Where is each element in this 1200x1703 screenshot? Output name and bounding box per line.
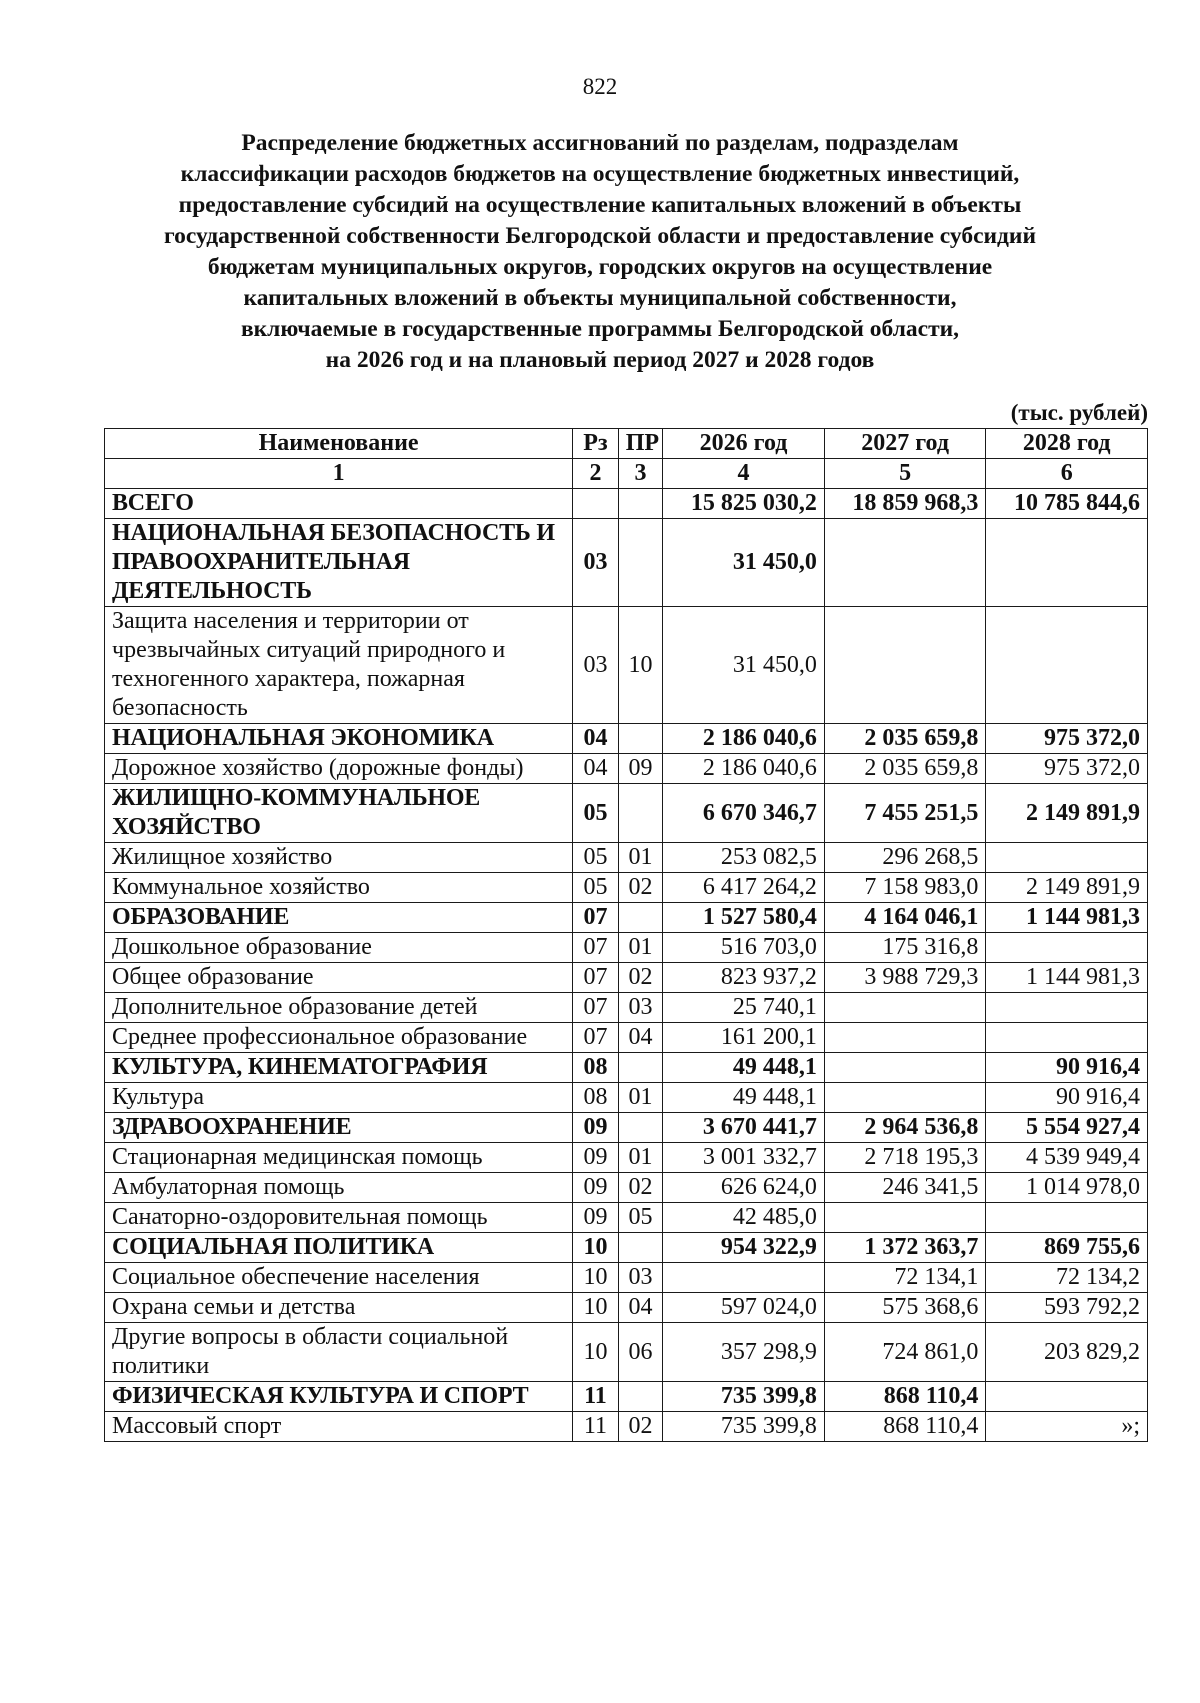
table-header-row (105, 429, 1148, 459)
row-name-cell: Дорожное хозяйство (дорожные фонды) (105, 754, 573, 784)
subsection-row (105, 993, 1148, 1023)
row-pr-cell (618, 1233, 663, 1263)
row-2028-cell: 5 554 927,4 (986, 1113, 1148, 1143)
row-2028-cell (986, 933, 1148, 963)
row-name-cell: СОЦИАЛЬНАЯ ПОЛИТИКА (105, 1233, 573, 1263)
row-rz-cell: 08 (573, 1083, 619, 1113)
row-pr-cell: 01 (618, 843, 663, 873)
units-label: (тыс. рублей) (1010, 400, 1148, 425)
row-pr-cell: 01 (618, 1083, 663, 1113)
row-pr-cell: 02 (618, 1173, 663, 1203)
title-line: классификации расходов бюджетов на осуществление бюджетных инвестиций, (180, 161, 1020, 187)
subsection-row (105, 843, 1148, 873)
title-line: включаемые в государственные программы Белгородской области, (240, 316, 960, 342)
row-pr-cell: 02 (618, 873, 663, 903)
section-row (105, 1233, 1148, 1263)
header-name: Наименование (105, 429, 573, 459)
row-rz-cell: 10 (573, 1293, 619, 1323)
subsection-row (105, 607, 1148, 724)
row-pr-cell (618, 903, 663, 933)
row-name-cell: Дошкольное образование (105, 933, 573, 963)
row-2027-cell: 2 718 195,3 (824, 1143, 986, 1173)
row-2026-cell: 2 186 040,6 (663, 754, 825, 784)
column-number-row (105, 459, 1148, 489)
row-rz-cell: 05 (573, 784, 619, 843)
row-2028-cell: 1 014 978,0 (986, 1173, 1148, 1203)
row-2026-cell: 597 024,0 (663, 1293, 825, 1323)
row-name-cell: Коммунальное хозяйство (105, 873, 573, 903)
row-pr-cell (618, 1382, 663, 1412)
section-row (105, 903, 1148, 933)
row-2027-cell: 2 035 659,8 (824, 754, 986, 784)
row-rz-cell: 03 (573, 607, 619, 724)
subsection-row (105, 1412, 1148, 1442)
row-rz-cell: 04 (573, 724, 619, 754)
row-rz-cell: 07 (573, 903, 619, 933)
row-2026-cell: 626 624,0 (663, 1173, 825, 1203)
row-name-cell: Стационарная медицинская помощь (105, 1143, 573, 1173)
row-name-cell: Амбулаторная помощь (105, 1173, 573, 1203)
row-2027-cell (824, 1053, 986, 1083)
row-2028-cell (986, 1023, 1148, 1053)
row-pr-cell: 02 (618, 1412, 663, 1442)
row-rz-cell: 11 (573, 1382, 619, 1412)
row-2026-cell: 253 082,5 (663, 843, 825, 873)
row-pr-cell: 02 (618, 963, 663, 993)
subsection-row (105, 933, 1148, 963)
row-name-cell: Жилищное хозяйство (105, 843, 573, 873)
row-rz-cell: 09 (573, 1143, 619, 1173)
section-row (105, 1382, 1148, 1412)
row-rz-cell: 07 (573, 1023, 619, 1053)
row-2027-cell: 2 035 659,8 (824, 724, 986, 754)
section-row (105, 1113, 1148, 1143)
title-line: государственной собственности Белгородской области и предоставление субсидий (163, 223, 1037, 249)
row-2026-cell: 31 450,0 (663, 607, 825, 724)
row-2027-cell: 2 964 536,8 (824, 1113, 986, 1143)
section-row (105, 724, 1148, 754)
row-2028-cell: 203 829,2 (986, 1323, 1148, 1382)
row-name-cell: Массовый спорт (105, 1412, 573, 1442)
row-2026-cell: 49 448,1 (663, 1083, 825, 1113)
row-2026-cell: 3 670 441,7 (663, 1113, 825, 1143)
column-number: 1 (105, 459, 573, 489)
row-name-cell: ВСЕГО (105, 489, 573, 519)
row-2028-cell: 4 539 949,4 (986, 1143, 1148, 1173)
row-2028-cell: 975 372,0 (986, 754, 1148, 784)
subsection-row (105, 1083, 1148, 1113)
row-rz-cell: 09 (573, 1113, 619, 1143)
row-2027-cell (824, 607, 986, 724)
section-row (105, 519, 1148, 607)
table-body (105, 489, 1148, 1442)
row-pr-cell: 10 (618, 607, 663, 724)
row-2026-cell: 1 527 580,4 (663, 903, 825, 933)
row-2026-cell: 6 417 264,2 (663, 873, 825, 903)
row-2026-cell: 954 322,9 (663, 1233, 825, 1263)
section-row (105, 784, 1148, 843)
row-2026-cell: 25 740,1 (663, 993, 825, 1023)
row-2026-cell: 161 200,1 (663, 1023, 825, 1053)
subsection-row (105, 1263, 1148, 1293)
row-name-cell: Культура (105, 1083, 573, 1113)
row-2027-cell: 7 158 983,0 (824, 873, 986, 903)
row-2027-cell: 175 316,8 (824, 933, 986, 963)
row-2028-cell (986, 607, 1148, 724)
row-2027-cell: 7 455 251,5 (824, 784, 986, 843)
row-name-cell: ЗДРАВООХРАНЕНИЕ (105, 1113, 573, 1143)
row-2027-cell: 246 341,5 (824, 1173, 986, 1203)
row-name-cell: Другие вопросы в области социальной политики (105, 1323, 573, 1382)
row-pr-cell (618, 489, 663, 519)
row-2028-cell (986, 993, 1148, 1023)
row-name-cell: Социальное обеспечение населения (105, 1263, 573, 1293)
row-2027-cell: 296 268,5 (824, 843, 986, 873)
row-2026-cell: 42 485,0 (663, 1203, 825, 1233)
row-2027-cell (824, 993, 986, 1023)
row-name-cell: Общее образование (105, 963, 573, 993)
header-2027: 2027 год (824, 429, 986, 459)
header-2026: 2026 год (663, 429, 825, 459)
row-pr-cell (618, 519, 663, 607)
row-name-cell: ЖИЛИЩНО-КОММУНАЛЬНОЕ ХОЗЯЙСТВО (105, 784, 573, 843)
row-2028-cell: 72 134,2 (986, 1263, 1148, 1293)
row-2026-cell (663, 1263, 825, 1293)
row-2026-cell: 49 448,1 (663, 1053, 825, 1083)
row-2028-cell (986, 1203, 1148, 1233)
row-2026-cell: 735 399,8 (663, 1412, 825, 1442)
row-rz-cell: 09 (573, 1203, 619, 1233)
header-pr: ПР (618, 429, 663, 459)
row-2028-cell: 1 144 981,3 (986, 903, 1148, 933)
row-pr-cell (618, 784, 663, 843)
row-2026-cell: 2 186 040,6 (663, 724, 825, 754)
row-name-cell: Дополнительное образование детей (105, 993, 573, 1023)
row-2028-cell: 2 149 891,9 (986, 873, 1148, 903)
row-2027-cell: 868 110,4 (824, 1382, 986, 1412)
row-pr-cell: 01 (618, 1143, 663, 1173)
section-row (105, 1053, 1148, 1083)
title-line: Распределение бюджетных ассигнований по разделам, подразделам (241, 130, 959, 156)
row-pr-cell: 05 (618, 1203, 663, 1233)
title-line: предоставление субсидий на осуществление капитальных вложений в объекты (178, 192, 1022, 218)
row-rz-cell (573, 489, 619, 519)
row-pr-cell: 03 (618, 1263, 663, 1293)
header-2028: 2028 год (986, 429, 1148, 459)
row-pr-cell (618, 724, 663, 754)
row-2027-cell: 72 134,1 (824, 1263, 986, 1293)
row-2026-cell: 823 937,2 (663, 963, 825, 993)
row-rz-cell: 05 (573, 843, 619, 873)
row-2027-cell (824, 1203, 986, 1233)
row-2028-cell (986, 843, 1148, 873)
row-2026-cell: 3 001 332,7 (663, 1143, 825, 1173)
row-name-cell: КУЛЬТУРА, КИНЕМАТОГРАФИЯ (105, 1053, 573, 1083)
row-2028-cell: 10 785 844,6 (986, 489, 1148, 519)
subsection-row (105, 873, 1148, 903)
row-2028-cell: 90 916,4 (986, 1083, 1148, 1113)
row-rz-cell: 07 (573, 933, 619, 963)
row-rz-cell: 04 (573, 754, 619, 784)
row-rz-cell: 07 (573, 963, 619, 993)
subsection-row (105, 1203, 1148, 1233)
column-number: 6 (986, 459, 1148, 489)
row-2027-cell: 1 372 363,7 (824, 1233, 986, 1263)
row-2026-cell: 31 450,0 (663, 519, 825, 607)
row-pr-cell (618, 1053, 663, 1083)
row-pr-cell: 04 (618, 1023, 663, 1053)
row-rz-cell: 11 (573, 1412, 619, 1442)
row-2027-cell: 724 861,0 (824, 1323, 986, 1382)
row-pr-cell: 04 (618, 1293, 663, 1323)
subsection-row (105, 1023, 1148, 1053)
row-2026-cell: 735 399,8 (663, 1382, 825, 1412)
row-2027-cell (824, 1023, 986, 1053)
row-2028-cell: 975 372,0 (986, 724, 1148, 754)
row-2028-cell: 1 144 981,3 (986, 963, 1148, 993)
row-rz-cell: 09 (573, 1173, 619, 1203)
row-rz-cell: 03 (573, 519, 619, 607)
column-number: 3 (618, 459, 663, 489)
row-2028-cell: 869 755,6 (986, 1233, 1148, 1263)
subsection-row (105, 1323, 1148, 1382)
subsection-row (105, 1293, 1148, 1323)
row-2028-cell (986, 1382, 1148, 1412)
document-title (80, 128, 1120, 376)
header-rz: Рз (573, 429, 619, 459)
row-2027-cell: 3 988 729,3 (824, 963, 986, 993)
subsection-row (105, 754, 1148, 784)
title-line: капитальных вложений в объекты муниципальной собственности, (243, 285, 957, 311)
row-name-cell: Охрана семьи и детства (105, 1293, 573, 1323)
subsection-row (105, 1173, 1148, 1203)
row-2026-cell: 357 298,9 (663, 1323, 825, 1382)
row-pr-cell: 03 (618, 993, 663, 1023)
column-number: 5 (824, 459, 986, 489)
row-name-cell: НАЦИОНАЛЬНАЯ ЭКОНОМИКА (105, 724, 573, 754)
row-name-cell: Защита населения и территории от чрезвычайных ситуаций природного и техногенного характера, пожарная безопасность (105, 607, 573, 724)
row-pr-cell: 06 (618, 1323, 663, 1382)
row-pr-cell: 09 (618, 754, 663, 784)
row-2028-cell: 2 149 891,9 (986, 784, 1148, 843)
row-pr-cell: 01 (618, 933, 663, 963)
row-name-cell: Среднее профессиональное образование (105, 1023, 573, 1053)
row-rz-cell: 10 (573, 1323, 619, 1382)
row-2027-cell (824, 1083, 986, 1113)
row-2028-cell: »; (986, 1412, 1148, 1442)
page-number: 822 (582, 74, 618, 99)
row-pr-cell (618, 1113, 663, 1143)
title-line: бюджетам муниципальных округов, городских округов на осуществление (207, 254, 993, 280)
row-rz-cell: 05 (573, 873, 619, 903)
row-2026-cell: 15 825 030,2 (663, 489, 825, 519)
row-name-cell: НАЦИОНАЛЬНАЯ БЕЗОПАСНОСТЬ И ПРАВООХРАНИТЕЛЬНАЯ ДЕЯТЕЛЬНОСТЬ (105, 519, 573, 607)
row-2026-cell: 516 703,0 (663, 933, 825, 963)
row-2028-cell (986, 519, 1148, 607)
subsection-row (105, 963, 1148, 993)
title-line: на 2026 год и на плановый период 2027 и 2028 годов (325, 347, 875, 373)
column-number: 4 (663, 459, 825, 489)
row-2027-cell: 4 164 046,1 (824, 903, 986, 933)
row-2027-cell: 868 110,4 (824, 1412, 986, 1442)
row-2027-cell (824, 519, 986, 607)
section-row (105, 489, 1148, 519)
row-name-cell: ФИЗИЧЕСКАЯ КУЛЬТУРА И СПОРТ (105, 1382, 573, 1412)
subsection-row (105, 1143, 1148, 1173)
budget-table (104, 428, 1148, 1442)
column-number: 2 (573, 459, 619, 489)
row-name-cell: ОБРАЗОВАНИЕ (105, 903, 573, 933)
row-2027-cell: 18 859 968,3 (824, 489, 986, 519)
row-rz-cell: 10 (573, 1233, 619, 1263)
row-name-cell: Санаторно-оздоровительная помощь (105, 1203, 573, 1233)
row-rz-cell: 08 (573, 1053, 619, 1083)
row-2028-cell: 90 916,4 (986, 1053, 1148, 1083)
row-2027-cell: 575 368,6 (824, 1293, 986, 1323)
row-2026-cell: 6 670 346,7 (663, 784, 825, 843)
row-rz-cell: 10 (573, 1263, 619, 1293)
row-rz-cell: 07 (573, 993, 619, 1023)
row-2028-cell: 593 792,2 (986, 1293, 1148, 1323)
